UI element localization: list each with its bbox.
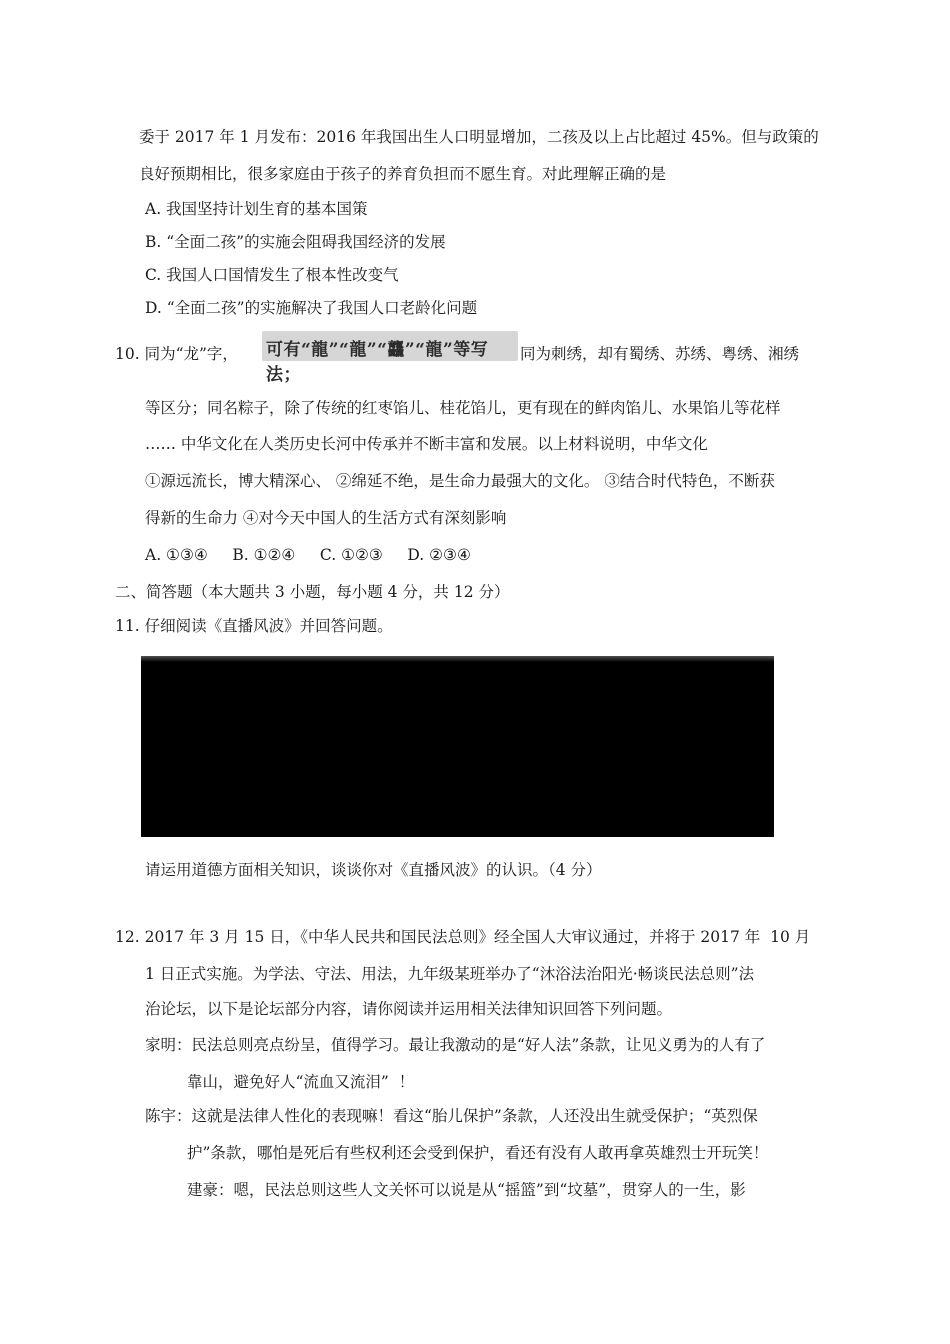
q10-suffix: 同为刺绣，却有蜀绣、苏绣、粤绣、湘绣 bbox=[520, 345, 800, 363]
q11-title: 11. 仔细阅读《直播风波》并回答问题。 bbox=[115, 617, 393, 635]
q9-option-a: A. 我国坚持计划生育的基本国策 bbox=[145, 200, 368, 218]
q12-line2: 1 日正式实施。为学法、守法、用法，九年级某班举办了“沐浴法治阳光·畅谈民法总则”法 bbox=[145, 965, 755, 983]
dialogue-jianhao-1: 建豪：嗯，民法总则这些人文关怀可以说是从“摇篮”到“坟墓”，贯穿人的一生，影 bbox=[187, 1181, 746, 1199]
section-heading: 二、简答题（本大题共 3 小题，每小题 4 分，共 12 分） bbox=[115, 583, 510, 601]
q10-options: A. ①③④ B. ①②④ C. ①②③ D. ②③④ bbox=[145, 546, 471, 564]
dragon-characters-image bbox=[262, 331, 518, 385]
q10-line5: 得新的生命力 ④对今天中国人的生活方式有深刻影响 bbox=[145, 509, 507, 527]
dialogue-chenyu-1: 陈宇：这就是法律人性化的表现嘛！看这“胎儿保护”条款，人还没出生就受保护；“英烈保 bbox=[145, 1107, 758, 1125]
redacted-image bbox=[141, 656, 774, 837]
q9-line1: 委于 2017 年 1 月发布：2016 年我国出生人口明显增加，二孩及以上占比超过 45%。但与政策的 bbox=[139, 128, 819, 146]
dragon-characters-text: 可有“龍”“龍”“龘”“龍”等写法； bbox=[266, 340, 489, 385]
dialogue-jiaming-1: 家明：民法总则亮点纷呈，值得学习。最让我激动的是“好人法”条款，让见义勇为的人有了 bbox=[145, 1036, 766, 1054]
q12-line1: 12. 2017 年 3 月 15 日，《中华人民共和国民法总则》经全国人大审议通过，并将于 2017 年 10 月 bbox=[115, 928, 811, 946]
q10-line3: …… 中华文化在人类历史长河中传承并不断丰富和发展。以上材料说明，中华文化 bbox=[145, 435, 708, 453]
q9-line2: 良好预期相比，很多家庭由于孩子的养育负担而不愿生育。对此理解正确的是 bbox=[139, 165, 667, 183]
dialogue-chenyu-2: 护”条款，哪怕是死后有些权利还会受到保护，看还有没有人敢再拿英雄烈士开玩笑！ bbox=[187, 1144, 769, 1162]
q9-option-b: B. “全面二孩”的实施会阻碍我国经济的发展 bbox=[145, 233, 446, 251]
q12-line3: 治论坛，以下是论坛部分内容，请你阅读并运用相关法律知识回答下列问题。 bbox=[145, 1000, 673, 1018]
q10-line4: ①源远流长，博大精深心、 ②绵延不绝，是生命力最强大的文化。 ③结合时代特色，不断获 bbox=[145, 472, 775, 490]
dialogue-jiaming-2: 靠山，避免好人“流血又流泪” ！ bbox=[187, 1073, 415, 1091]
q11-prompt: 请运用道德方面相关知识，谈谈你对《直播风波》的认识。（4 分） bbox=[145, 861, 602, 879]
q10-line2: 等区分；同名粽子，除了传统的红枣馅儿、桂花馅儿，更有现在的鲜肉馅儿、水果馅儿等花样 bbox=[145, 399, 781, 417]
q10-prefix: 10. 同为“龙”字， bbox=[115, 345, 238, 363]
q9-option-d: D. “全面二孩”的实施解决了我国人口老龄化问题 bbox=[145, 299, 478, 317]
q9-option-c: C. 我国人口国情发生了根本性改变气 bbox=[145, 266, 399, 284]
